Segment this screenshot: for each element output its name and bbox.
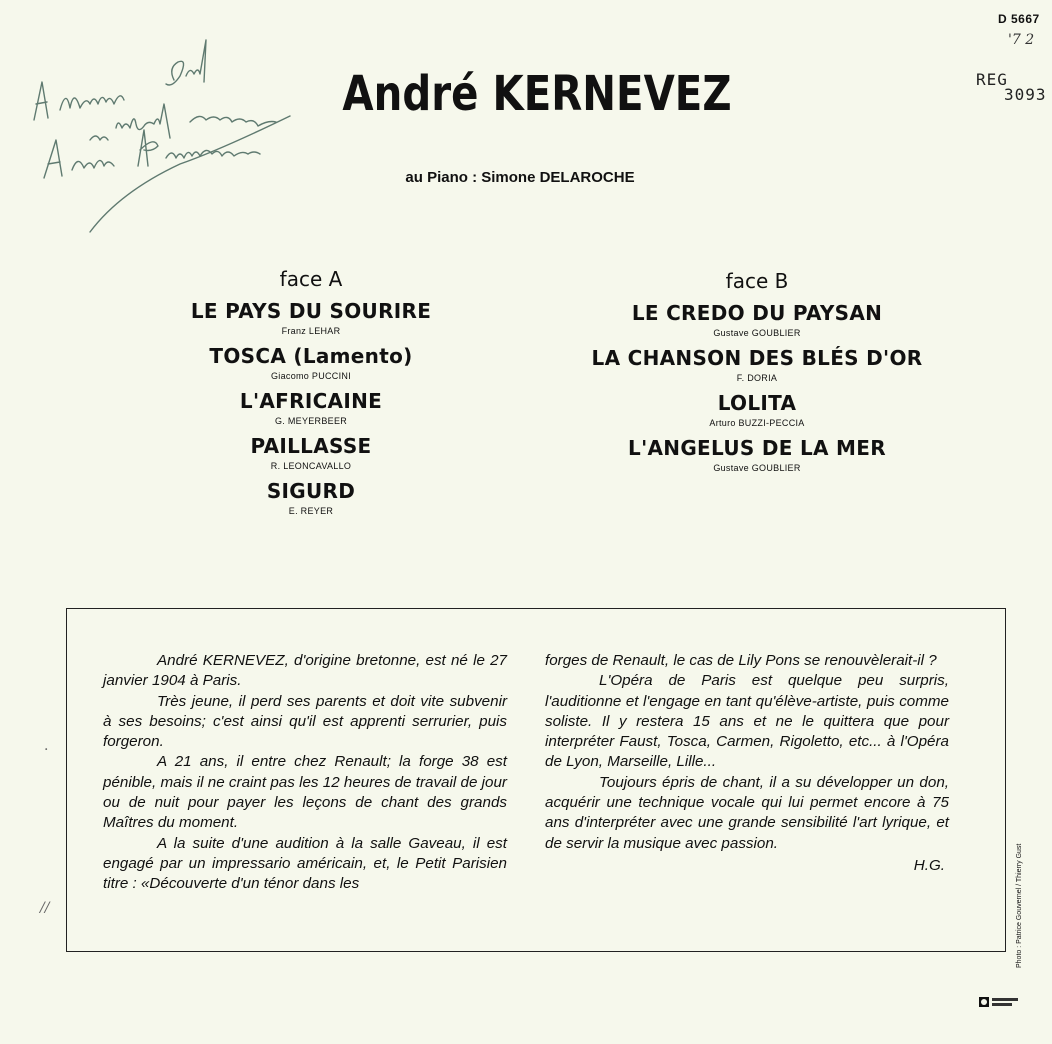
margin-mark-left: · bbox=[44, 742, 49, 758]
track-title: TOSCA (Lamento) bbox=[209, 344, 413, 368]
liner-notes-right-column bbox=[545, 651, 949, 876]
track-item bbox=[150, 389, 472, 426]
catalog-handwritten-mark: '7 2 bbox=[1008, 32, 1035, 48]
track-title: LE CREDO DU PAYSAN bbox=[631, 301, 883, 325]
reg-stamp-line1: REG bbox=[976, 70, 1008, 89]
track-item bbox=[568, 391, 946, 428]
track-title: LE PAYS DU SOURIRE bbox=[190, 299, 432, 323]
track-composer: E. REYER bbox=[288, 506, 334, 516]
track-title: PAILLASSE bbox=[250, 434, 372, 458]
catalog-number: D 5667 bbox=[998, 12, 1040, 26]
handwritten-dedication-signature bbox=[20, 10, 300, 240]
side-b-label: face B bbox=[725, 269, 789, 293]
side-b-tracklist bbox=[568, 269, 946, 481]
track-title: L'ANGELUS DE LA MER bbox=[628, 436, 886, 460]
side-a-label: face A bbox=[279, 267, 343, 291]
track-composer: G. MEYERBEER bbox=[274, 416, 348, 426]
track-title: LA CHANSON DES BLÉS D'OR bbox=[591, 346, 923, 370]
track-item bbox=[568, 436, 946, 473]
track-item bbox=[150, 344, 472, 381]
liner-paragraph: A la suite d'une audition à la salle Gaveau, il est engagé par un impressario américain, et, le Petit Parisien titre : «Découverte d'un ténor dans les bbox=[103, 834, 507, 893]
track-composer: Giacomo PUCCINI bbox=[270, 371, 351, 381]
liner-paragraph: forges de Renault, le cas de Lily Pons se renouvèlerait-il ? bbox=[545, 652, 937, 669]
liner-paragraph: L'Opéra de Paris est quelque peu surpris, l'auditionne et l'engage en tant qu'élève-artiste, puis comme soliste. Il y restera 15 ans et ne le quittera que pour interpréter Faust, Tosca, Carmen, Rigoletto, etc... à l'Opéra de Lyon, Marseille, Lille... bbox=[545, 672, 949, 771]
photo-credit: Photo : Patrice Gouvernel / Thierry Gust bbox=[1016, 843, 1023, 968]
record-label-logo bbox=[979, 996, 1019, 1008]
side-a-tracklist bbox=[150, 267, 472, 524]
margin-mark-bottom: // bbox=[40, 900, 50, 916]
liner-paragraph: A 21 ans, il entre chez Renault; la forge 38 est pénible, mais il ne craint pas les 12 heures de travail de jour ou de nuit pour payer les leçons de chant des grands Maîtres du moment. bbox=[103, 753, 507, 832]
track-item bbox=[150, 434, 472, 471]
track-composer: Franz LEHAR bbox=[281, 326, 341, 336]
track-composer: R. LEONCAVALLO bbox=[270, 461, 352, 471]
liner-paragraph: Toujours épris de chant, il a su développer un don, acquérir une technique vocale qui lui permet encore à 75 ans d'interpréter avec une grande sensibilité l'art lyrique, et de servir la musique avec passion. bbox=[545, 773, 949, 852]
reg-stamp-line2: 3093 bbox=[1004, 85, 1047, 104]
liner-notes-left-column bbox=[103, 651, 507, 895]
accompanist-line: au Piano : Simone DELAROCHE bbox=[405, 169, 635, 186]
track-composer: Gustave GOUBLIER bbox=[713, 463, 801, 473]
liner-signature: H.G. bbox=[913, 856, 945, 874]
track-composer: Gustave GOUBLIER bbox=[713, 328, 801, 338]
track-title: LOLITA bbox=[717, 391, 797, 415]
track-title: SIGURD bbox=[266, 479, 356, 503]
track-composer: F. DORIA bbox=[736, 373, 778, 383]
track-composer: Arturo BUZZI-PECCIA bbox=[709, 418, 805, 428]
liner-notes-box bbox=[66, 608, 1006, 952]
track-item bbox=[150, 299, 472, 336]
liner-paragraph: Très jeune, il perd ses parents et doit vite subvenir à ses besoins; c'est ainsi qu'il est apprenti serrurier, puis forgeron. bbox=[103, 692, 507, 751]
liner-paragraph: André KERNEVEZ, d'origine bretonne, est né le 27 janvier 1904 à Paris. bbox=[103, 652, 507, 690]
track-item bbox=[568, 301, 946, 338]
track-item bbox=[568, 346, 946, 383]
track-item bbox=[150, 479, 472, 516]
track-title: L'AFRICAINE bbox=[239, 389, 383, 413]
artist-title: André KERNEVEZ bbox=[342, 66, 732, 122]
